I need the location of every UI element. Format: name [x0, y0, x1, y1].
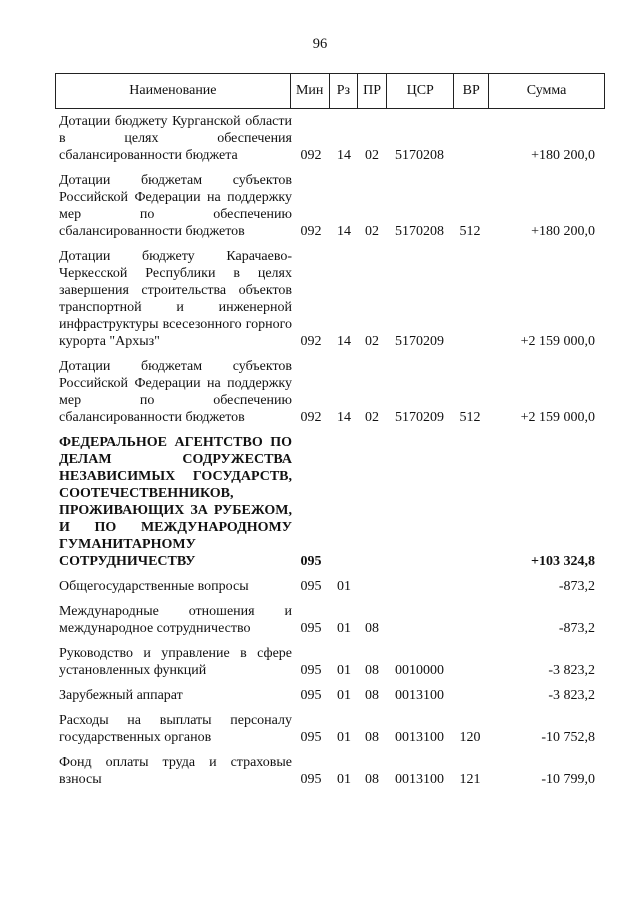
cell-min: 095: [300, 621, 322, 636]
header-pr: ПР: [357, 74, 386, 108]
cell-min: 095: [300, 730, 322, 745]
table-row: [55, 358, 605, 426]
budget-table: [55, 73, 605, 788]
cell-name: Дотации бюджету Карачаево-Черкесской Республики в целях завершения строительства объектов транспортной и инженерной инфраструктуры всесезонного горного курорта "Архыз": [59, 249, 292, 349]
cell-pr: 08: [365, 730, 379, 745]
cell-sum: +2 159 000,0: [520, 334, 595, 349]
cell-rz: 01: [337, 663, 351, 678]
header-rz: Рз: [329, 74, 358, 108]
cell-sum: +180 200,0: [531, 224, 595, 239]
cell-min: 095: [300, 688, 322, 703]
cell-rz: 01: [337, 579, 351, 594]
cell-csr: 0013100: [395, 772, 444, 787]
cell-sum: +2 159 000,0: [520, 410, 595, 425]
table-header: [55, 73, 605, 109]
table-row: [55, 687, 605, 704]
cell-csr: 0010000: [395, 663, 444, 678]
cell-rz: 01: [337, 688, 351, 703]
cell-rz: 14: [337, 334, 351, 349]
cell-name: Дотации бюджету Курганской области в целях обеспечения сбалансированности бюджета: [59, 114, 292, 163]
cell-name: Международные отношения и международное сотрудничество: [59, 604, 292, 636]
cell-min: 095: [300, 554, 322, 569]
cell-rz: 14: [337, 224, 351, 239]
cell-rz: 01: [337, 621, 351, 636]
cell-csr: 5170208: [395, 224, 444, 239]
cell-min: 092: [300, 410, 322, 425]
cell-vr: 121: [459, 772, 481, 787]
cell-sum: +180 200,0: [531, 148, 595, 163]
cell-csr: 5170209: [395, 410, 444, 425]
cell-pr: 08: [365, 772, 379, 787]
cell-name: Дотации бюджетам субъектов Российской Федерации на поддержку мер по обеспечению сбалансированности бюджетов: [59, 359, 292, 425]
cell-sum: -873,2: [558, 621, 595, 636]
table-body: [55, 113, 605, 788]
cell-min: 092: [300, 224, 322, 239]
cell-pr: 02: [365, 334, 379, 349]
cell-csr: 5170209: [395, 334, 444, 349]
cell-sum: -3 823,2: [548, 688, 595, 703]
cell-sum: -3 823,2: [548, 663, 595, 678]
cell-pr: 02: [365, 224, 379, 239]
cell-name: Руководство и управление в сфере установленных функций: [59, 646, 292, 678]
cell-sum: -10 799,0: [541, 772, 595, 787]
cell-csr: 5170208: [395, 148, 444, 163]
cell-min: 095: [300, 663, 322, 678]
cell-min: 092: [300, 334, 322, 349]
cell-name: ФЕДЕРАЛЬНОЕ АГЕНТСТВО ПО ДЕЛАМ СОДРУЖЕСТВА НЕЗАВИСИМЫХ ГОСУДАРСТВ, СООТЕЧЕСТВЕННИКОВ, ПРОЖИВАЮЩИХ ЗА РУБЕЖОМ, И ПО МЕЖДУНАРОДНОМУ ГУМАНИТАРНОМУ СОТРУДНИЧЕСТВУ: [59, 435, 292, 569]
cell-min: 092: [300, 148, 322, 163]
table-row: [55, 248, 605, 350]
cell-min: 095: [300, 772, 322, 787]
cell-min: 095: [300, 579, 322, 594]
cell-name: Расходы на выплаты персоналу государственных органов: [59, 713, 292, 745]
page-number: 96: [312, 36, 328, 52]
cell-name: Дотации бюджетам субъектов Российской Федерации на поддержку мер по обеспечению сбалансированности бюджетов: [59, 173, 292, 239]
cell-sum: -10 752,8: [541, 730, 595, 745]
cell-rz: 01: [337, 772, 351, 787]
cell-rz: 14: [337, 410, 351, 425]
cell-name: Зарубежный аппарат: [59, 688, 183, 703]
table-row: [55, 172, 605, 240]
header-csr: ЦСР: [386, 74, 453, 108]
cell-rz: 14: [337, 148, 351, 163]
header-name: Наименование: [55, 74, 290, 108]
cell-vr: 120: [459, 730, 481, 745]
header-min: Мин: [290, 74, 329, 108]
cell-pr: 02: [365, 410, 379, 425]
table-row: [55, 645, 605, 679]
cell-rz: 01: [337, 730, 351, 745]
table-row: [55, 712, 605, 746]
cell-sum: +103 324,8: [531, 554, 595, 569]
header-vr: ВР: [453, 74, 488, 108]
cell-pr: 08: [365, 663, 379, 678]
table-row: [55, 434, 605, 570]
cell-pr: 08: [365, 621, 379, 636]
cell-name: Фонд оплаты труда и страховые взносы: [59, 755, 292, 787]
cell-csr: 0013100: [395, 688, 444, 703]
cell-name: Общегосударственные вопросы: [59, 579, 249, 594]
cell-vr: 512: [459, 410, 481, 425]
cell-pr: 02: [365, 148, 379, 163]
header-sum: Сумма: [488, 74, 605, 108]
table-row: [55, 603, 605, 637]
cell-vr: 512: [459, 224, 481, 239]
cell-csr: 0013100: [395, 730, 444, 745]
cell-sum: -873,2: [558, 579, 595, 594]
table-row: [55, 113, 605, 164]
table-row: [55, 754, 605, 788]
table-row: [55, 578, 605, 595]
cell-pr: 08: [365, 688, 379, 703]
